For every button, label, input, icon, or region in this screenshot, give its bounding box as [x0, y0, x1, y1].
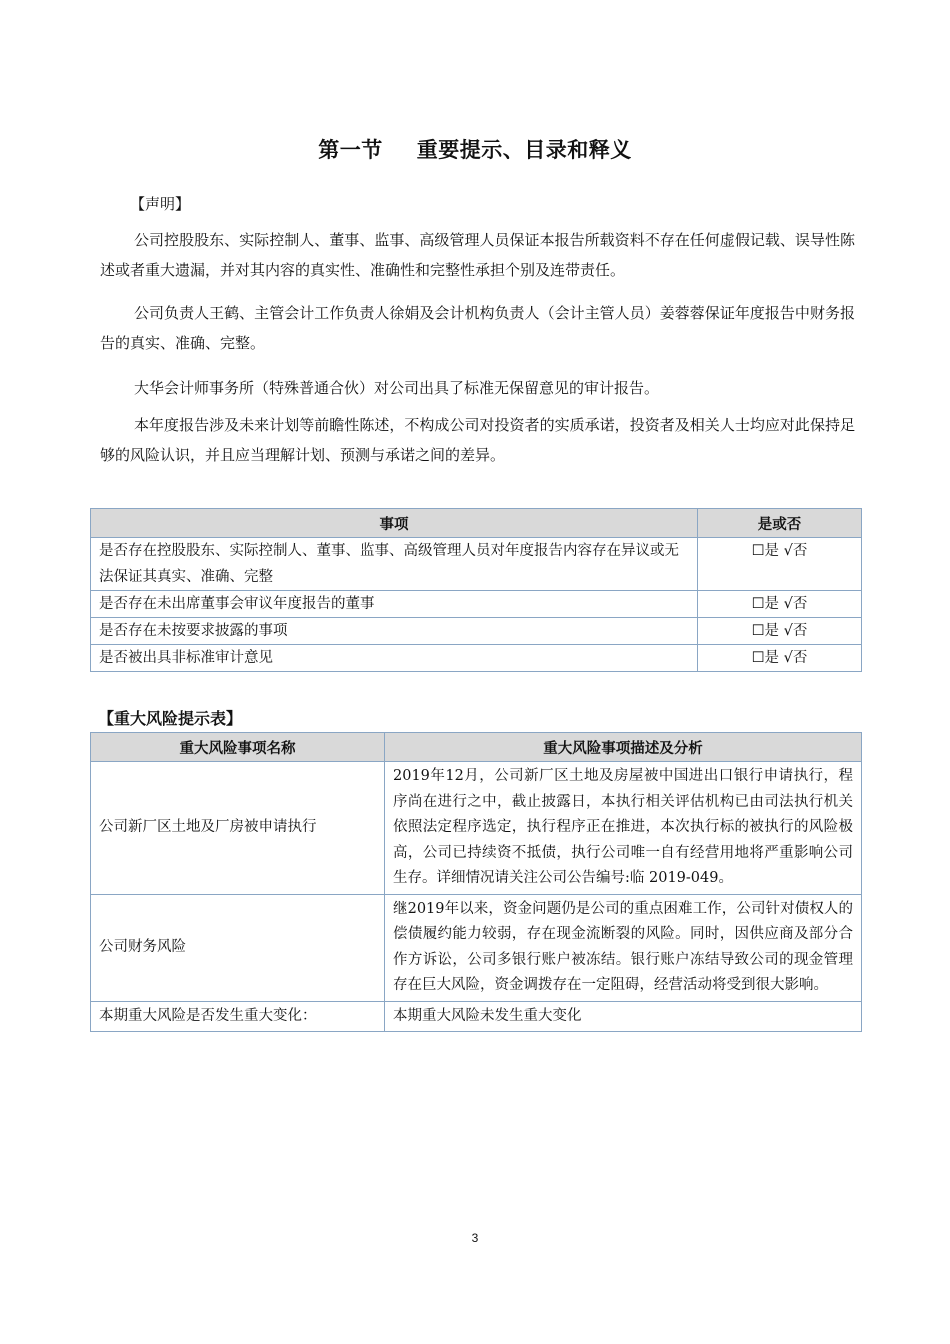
matter-item: 是否存在未按要求披露的事项 [91, 618, 698, 645]
table-row [91, 591, 862, 618]
matter-answer: ☐是 √否 [698, 591, 862, 618]
table-row [91, 618, 862, 645]
matter-item: 是否存在未出席董事会审议年度报告的董事 [91, 591, 698, 618]
statement-paragraph: 公司控股股东、实际控制人、董事、监事、高级管理人员保证本报告所载资料不存在任何虚假记载、误导性陈述或者重大遗漏，并对其内容的真实性、准确性和完整性承担个别及连带责任。 [100, 231, 855, 279]
risk-description: 2019年12月，公司新厂区土地及房屋被中国进出口银行申请执行，程序尚在进行之中，截止披露日，本执行相关评估机构已由司法执行机关依照法定程序选定，执行程序正在推进，本次执行标的被执行的风险极高，公司已持续资不抵债，执行公司唯一自有经营用地将严重影响公司生存。详细情况请关注公司公告编号:临 2019-049。 [385, 762, 862, 895]
matter-answer: ☐是 √否 [698, 645, 862, 672]
column-header: 重大风险事项描述及分析 [385, 733, 862, 762]
matter-answer: ☐是 √否 [698, 618, 862, 645]
statement-heading: 【声明】 [130, 195, 191, 213]
table-row [91, 1001, 862, 1032]
page-title [0, 134, 950, 164]
risk-description: 继2019年以来，资金问题仍是公司的重点困难工作，公司针对债权人的偿债履约能力较弱，存在现金流断裂的风险。同时，因供应商及部分合作方诉讼，公司多银行账户被冻结。银行账户冻结导致公司的现金管理存在巨大风险，资金调拨存在一定阻碍，经营活动将受到很大影响。 [385, 894, 862, 1001]
statement-paragraph: 大华会计师事务所（特殊普通合伙）对公司出具了标准无保留意见的审计报告。 [134, 379, 660, 397]
risk-description: 本期重大风险未发生重大变化 [385, 1001, 862, 1032]
table-header-row [91, 509, 862, 538]
statement-paragraph: 公司负责人王鹤、主管会计工作负责人徐娟及会计机构负责人（会计主管人员）姜蓉蓉保证年度报告中财务报告的真实、准确、完整。 [100, 304, 855, 352]
table-row [91, 645, 862, 672]
column-header: 事项 [91, 509, 698, 538]
column-header: 重大风险事项名称 [91, 733, 385, 762]
risk-table [90, 732, 862, 1032]
table-row [91, 894, 862, 1001]
matter-item: 是否被出具非标准审计意见 [91, 645, 698, 672]
risk-heading: 【重大风险提示表】 [98, 709, 243, 728]
risk-name: 公司新厂区土地及厂房被申请执行 [91, 762, 385, 895]
page-number: 3 [471, 1231, 479, 1245]
table-row [91, 762, 862, 895]
column-header: 是或否 [698, 509, 862, 538]
matter-answer: ☐是 √否 [698, 538, 862, 591]
table-header-row [91, 733, 862, 762]
matters-table [90, 508, 862, 672]
matter-item: 是否存在控股股东、实际控制人、董事、监事、高级管理人员对年度报告内容存在异议或无法保证其真实、准确、完整 [91, 538, 698, 591]
section-name: 重要提示、目录和释义 [416, 138, 632, 162]
statement-paragraph: 本年度报告涉及未来计划等前瞻性陈述，不构成公司对投资者的实质承诺，投资者及相关人士均应对此保持足够的风险认识，并且应当理解计划、预测与承诺之间的差异。 [100, 416, 855, 464]
risk-name: 本期重大风险是否发生重大变化： [91, 1001, 385, 1032]
table-row [91, 538, 862, 591]
section-number: 第一节 [318, 138, 383, 162]
risk-name: 公司财务风险 [91, 894, 385, 1001]
